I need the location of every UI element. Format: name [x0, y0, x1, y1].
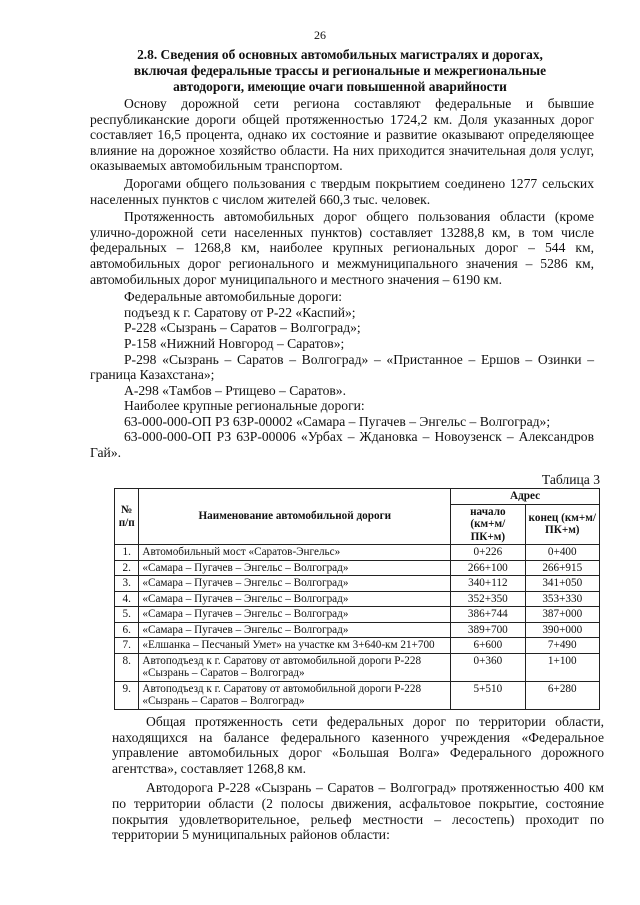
row-end: 387+000 — [525, 607, 599, 623]
row-num: 7. — [115, 638, 139, 654]
heading-line: автодороги, имеющие очаги повышенной аварийности — [173, 79, 507, 94]
federal-road-item: Р-298 «Сызрань – Саратов – Волгоград» – «Пристанное – Ершов – Озинки – граница Казахстана»; — [90, 351, 594, 383]
row-end: 1+100 — [525, 653, 599, 681]
row-end: 341+050 — [525, 576, 599, 592]
paragraph: Общая протяженность сети федеральных дорог по территории области, находящихся на балансе федерального казенного учреждения «Федеральное управление автомобильных дорог «Большая Волга» Федерального дорожного агентства», составляет 1268,8 км. — [112, 714, 604, 776]
row-start: 6+600 — [451, 638, 525, 654]
row-name: Автоподъезд к г. Саратову от автомобильной дороги Р-228 «Сызрань – Саратов – Волгоград» — [139, 653, 451, 681]
federal-road-item: Р-228 «Сызрань – Саратов – Волгоград»; — [124, 320, 361, 336]
row-name: «Самара – Пугачев – Энгельс – Волгоград» — [139, 576, 451, 592]
federal-road-item: Р-158 «Нижний Новгород – Саратов»; — [124, 335, 345, 351]
row-num: 4. — [115, 591, 139, 607]
paragraph: Дорогами общего пользования с твердым покрытием соединено 1277 сельских населенных пунктов с числом жителей 660,3 тыс. человек. — [90, 175, 594, 207]
header-start: начало (км+м/ПК+м) — [451, 504, 525, 545]
roads-table — [114, 488, 600, 710]
paragraph: Основу дорожной сети региона составляют федеральные и бывшие республиканские дороги общей протяженностью 1724,2 км. Доля указанных дорог составляет 16,5 процента, однако их состояние и развитие оказывают определяющее влияние на дорожное хозяйство области. На них приходится значительная доля услуг, оказываемых автомобильным транспортом. — [90, 96, 594, 174]
paragraph: Автодорога Р-228 «Сызрань – Саратов – Волгоград» протяженностью 400 км по территории области (2 полосы движения, асфальтовое покрытие, состояние покрытия удовлетворительное, рельеф местности – лесостепь) проходит по территории 5 муниципальных районов области: — [112, 780, 604, 843]
row-num: 6. — [115, 622, 139, 638]
row-end: 7+490 — [525, 638, 599, 654]
row-name: «Самара – Пугачев – Энгельс – Волгоград» — [139, 607, 451, 623]
row-name: «Самара – Пугачев – Энгельс – Волгоград» — [139, 560, 451, 576]
row-num: 9. — [115, 681, 139, 709]
row-num: 3. — [115, 576, 139, 592]
table-row — [115, 607, 600, 623]
row-name: «Самара – Пугачев – Энгельс – Волгоград» — [139, 591, 451, 607]
row-start: 5+510 — [451, 681, 525, 709]
regional-road-item: 63-000-000-ОП РЗ 63Р-00006 «Урбах – Ждановка – Новоузенск – Александров Гай». — [90, 429, 594, 461]
row-name: Автомобильный мост «Саратов-Энгельс» — [139, 545, 451, 561]
page-number: 26 — [314, 28, 326, 42]
row-start: 266+100 — [451, 560, 525, 576]
table-row — [115, 576, 600, 592]
federal-road-item: подъезд к г. Саратову от Р-22 «Каспий»; — [124, 304, 356, 320]
row-end: 390+000 — [525, 622, 599, 638]
row-start: 340+112 — [451, 576, 525, 592]
regional-roads-title: Наиболее крупные региональные дороги: — [124, 398, 365, 414]
row-start: 352+350 — [451, 591, 525, 607]
header-address: Адрес — [451, 489, 600, 505]
row-name: «Елшанка – Песчаный Умет» на участке км 3+640-км 21+700 — [139, 638, 451, 654]
table-row — [115, 681, 600, 709]
section-heading — [98, 47, 582, 95]
intro-text — [90, 96, 594, 461]
header-num: № п/п — [115, 489, 139, 545]
regional-road-item: 63-000-000-ОП РЗ 63Р-00002 «Самара – Пугачев – Энгельс – Волгоград»; — [124, 413, 551, 429]
row-start: 386+744 — [451, 607, 525, 623]
table-row — [115, 622, 600, 638]
row-end: 0+400 — [525, 545, 599, 561]
table-row — [115, 638, 600, 654]
header-name: Наименование автомобильной дороги — [139, 489, 451, 545]
federal-roads-title: Федеральные автомобильные дороги: — [124, 289, 343, 305]
row-end: 266+915 — [525, 560, 599, 576]
row-name: Автоподъезд к г. Саратову от автомобильной дороги Р-228 «Сызрань – Саратов – Волгоград» — [139, 681, 451, 709]
paragraph: Протяженность автомобильных дорог общего пользования области (кроме улично-дорожной сети населенных пунктов) составляет 13288,8 км, в том числе федеральных – 1268,8 км, наиболее крупных региональных дорог – 544 км, автомобильных дорог регионального и межмуниципального значения – 5286 км, автомобильных дорог муниципального и местного значения – 6190 км. — [90, 209, 594, 287]
heading-line: включая федеральные трассы и региональные и межрегиональные — [133, 63, 547, 78]
row-start: 389+700 — [451, 622, 525, 638]
row-name: «Самара – Пугачев – Энгельс – Волгоград» — [139, 622, 451, 638]
table-row — [115, 591, 600, 607]
table-row — [115, 545, 600, 561]
table-row — [115, 653, 600, 681]
row-end: 6+280 — [525, 681, 599, 709]
federal-road-item: А-298 «Тамбов – Ртищево – Саратов». — [124, 382, 346, 398]
row-num: 5. — [115, 607, 139, 623]
row-num: 2. — [115, 560, 139, 576]
row-num: 8. — [115, 653, 139, 681]
row-end: 353+330 — [525, 591, 599, 607]
row-num: 1. — [115, 545, 139, 561]
header-end: конец (км+м/ПК+м) — [525, 504, 599, 545]
table-caption: Таблица 3 — [541, 472, 600, 487]
row-start: 0+226 — [451, 545, 525, 561]
closing-text — [112, 714, 604, 843]
heading-line: 2.8. Сведения об основных автомобильных магистралях и дорогах, — [137, 47, 543, 62]
table-row — [115, 560, 600, 576]
row-start: 0+360 — [451, 653, 525, 681]
